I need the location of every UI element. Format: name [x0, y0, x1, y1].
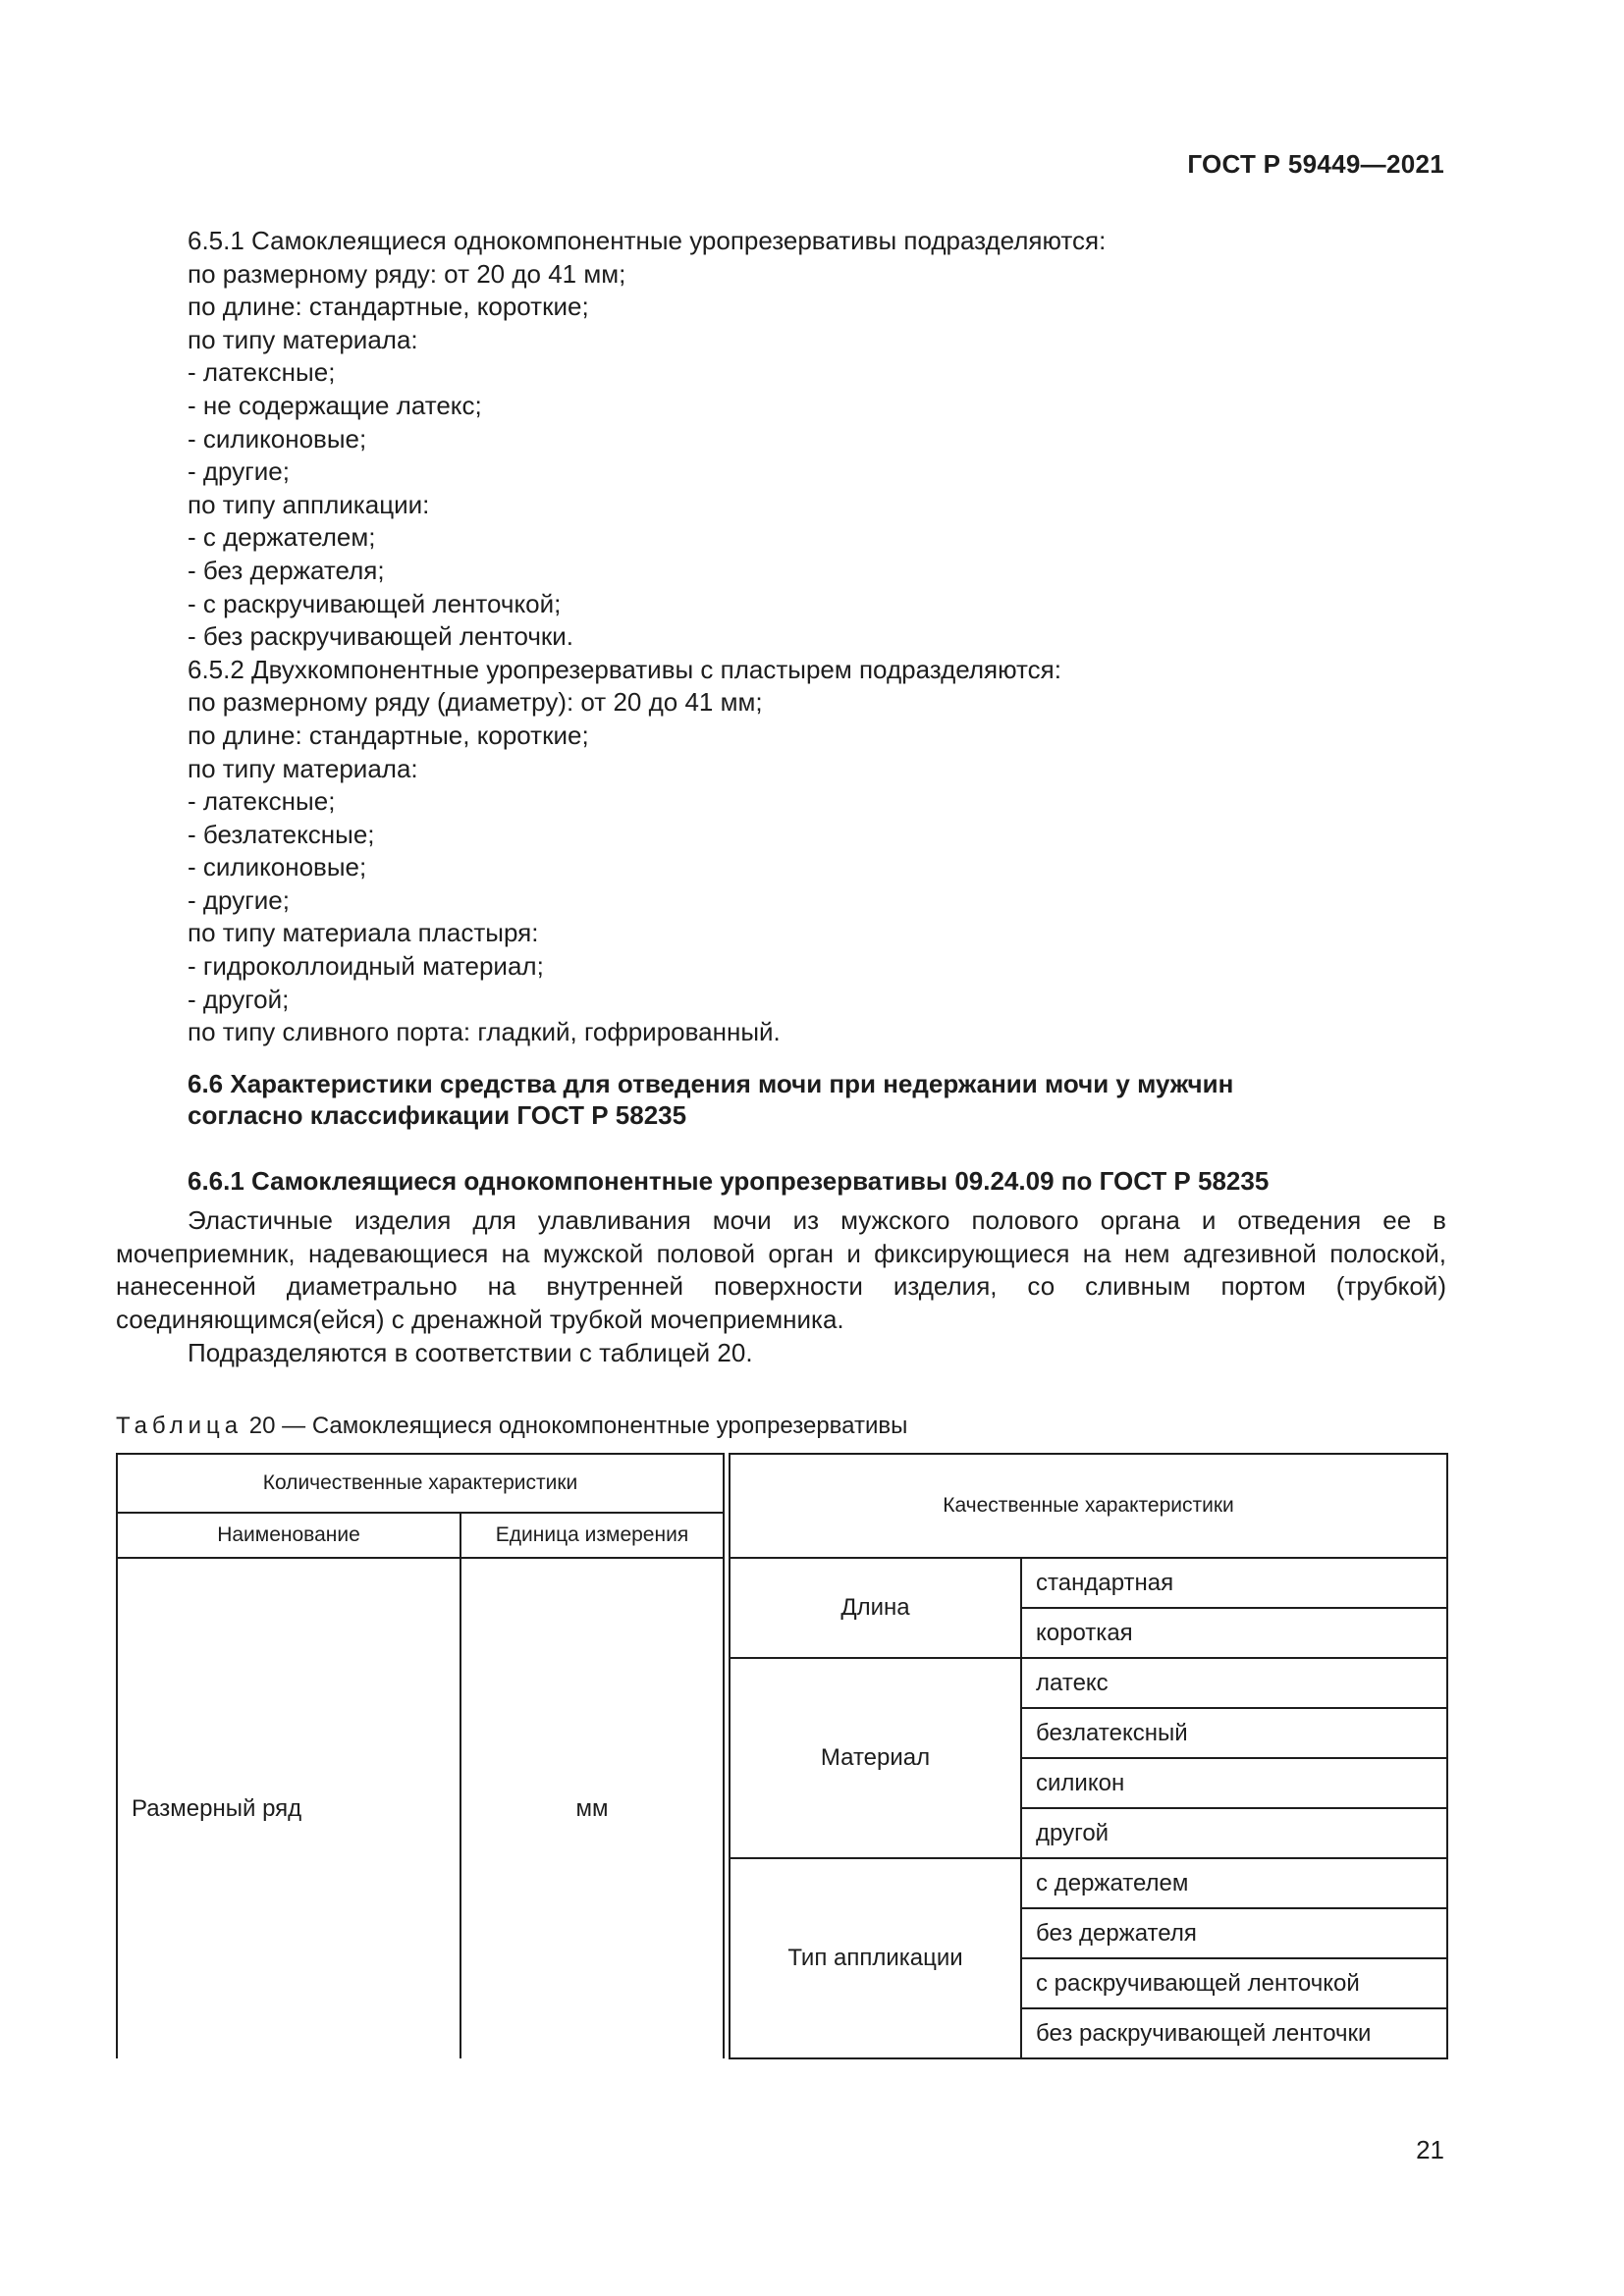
list-line: - другие; [188, 884, 290, 915]
list-line: 6.5.2 Двухкомпонентные уропрезервативы с пластырем подразделяются: [188, 654, 1061, 684]
cell-group-item: безлатексный [1021, 1708, 1447, 1758]
cell-group-item: без раскручивающей ленточки [1021, 2008, 1447, 2058]
table-20 [116, 1453, 1448, 2059]
list-line: - латексные; [188, 786, 336, 817]
cell-row-name: Размерный ряд [117, 1558, 460, 2058]
section-6-6-heading-line-1: 6.6 Характеристики средства для отведения мочи при недержании мочи у мужчин [188, 1069, 1234, 1098]
list-line: по типу аппликации: [188, 489, 430, 519]
header-quantitative: Количественные характеристики [117, 1454, 724, 1513]
cell-group-item: латекс [1021, 1658, 1447, 1708]
cell-group-item: с раскручивающей ленточкой [1021, 1958, 1447, 2008]
note-text: Подразделяются в соответствии с таблицей 20. [188, 1338, 753, 1367]
cell-group-item: короткая [1021, 1608, 1447, 1658]
section-6-5-2 [188, 654, 1444, 1049]
table-caption [116, 1413, 907, 1440]
cell-group-label: Длина [730, 1558, 1021, 1658]
section-6-6-1-heading: 6.6.1 Самоклеящиеся однокомпонентные уропрезервативы 09.24.09 по ГОСТ Р 58235 [188, 1166, 1270, 1196]
list-line: - другие; [188, 456, 290, 487]
cell-group-item: стандартная [1021, 1558, 1447, 1608]
cell-group-item: силикон [1021, 1758, 1447, 1808]
section-6-6-1-paragraph [116, 1204, 1446, 1336]
list-line: - без держателя; [188, 555, 385, 585]
section-6-5-1 [188, 225, 1444, 654]
list-line: по типу сливного порта: гладкий, гофрированный. [188, 1017, 781, 1047]
cell-row-unit: мм [460, 1558, 724, 2058]
list-line: 6.5.1 Самоклеящиеся однокомпонентные уропрезервативы подразделяются: [188, 226, 1107, 255]
cell-group-item: без держателя [1021, 1908, 1447, 1958]
classification-lists [188, 225, 1444, 1049]
list-line: - безлатексные; [188, 819, 375, 849]
list-line: - с держателем; [188, 522, 376, 553]
list-line: - гидроколлоидный материал; [188, 951, 544, 982]
section-6-6-1-note [116, 1337, 1446, 1370]
header-unit: Единица измерения [460, 1513, 724, 1558]
cell-group-label: Тип аппликации [730, 1858, 1021, 2058]
paragraph-text: Эластичные изделия для улавливания мочи из мужского полового органа и отведения ее в мочеприемник, надевающиеся на мужской половой орган и фиксирующиеся на нем адгезивной полоской, нанесенной диаметрально на внутренней поверхности изделия, со сливным портом (трубкой) соединяющимся(ейся) с дренажной трубкой мочеприемника. [116, 1205, 1446, 1334]
list-line: по длине: стандартные, короткие; [188, 720, 589, 750]
list-line: по размерному ряду: от 20 до 41 мм; [188, 258, 626, 289]
list-line: - латексные; [188, 357, 336, 388]
list-line: - другой; [188, 984, 290, 1014]
table-caption-title: 20 — Самоклеящиеся однокомпонентные уропрезервативы [248, 1413, 908, 1439]
list-line: по размерному ряду (диаметру): от 20 до 41 мм; [188, 687, 763, 718]
list-line: - силиконовые; [188, 852, 367, 882]
standard-code-header: ГОСТ Р 59449—2021 [1187, 149, 1444, 179]
table-row [117, 1558, 1447, 1608]
list-line: по типу материала: [188, 324, 418, 354]
list-line: - не содержащие латекс; [188, 390, 482, 420]
list-line: - силиконовые; [188, 423, 367, 454]
cell-group-item: другой [1021, 1808, 1447, 1858]
header-name: Наименование [117, 1513, 460, 1558]
list-line: - без раскручивающей ленточки. [188, 621, 573, 652]
section-6-6-heading-line-2: согласно классификации ГОСТ Р 58235 [188, 1100, 687, 1130]
list-line: - с раскручивающей ленточкой; [188, 588, 562, 618]
list-line: по длине: стандартные, короткие; [188, 292, 589, 322]
cell-group-item: с держателем [1021, 1858, 1447, 1908]
table-caption-word: Таблица [116, 1413, 244, 1439]
header-qualitative: Качественные характеристики [730, 1454, 1447, 1558]
cell-group-label: Материал [730, 1658, 1021, 1858]
section-6-6-heading [188, 1068, 1444, 1131]
page-number: 21 [1416, 2135, 1444, 2164]
table-header-row [117, 1454, 1447, 1513]
list-line: по типу материала пластыря: [188, 918, 539, 948]
list-line: по типу материала: [188, 753, 418, 783]
